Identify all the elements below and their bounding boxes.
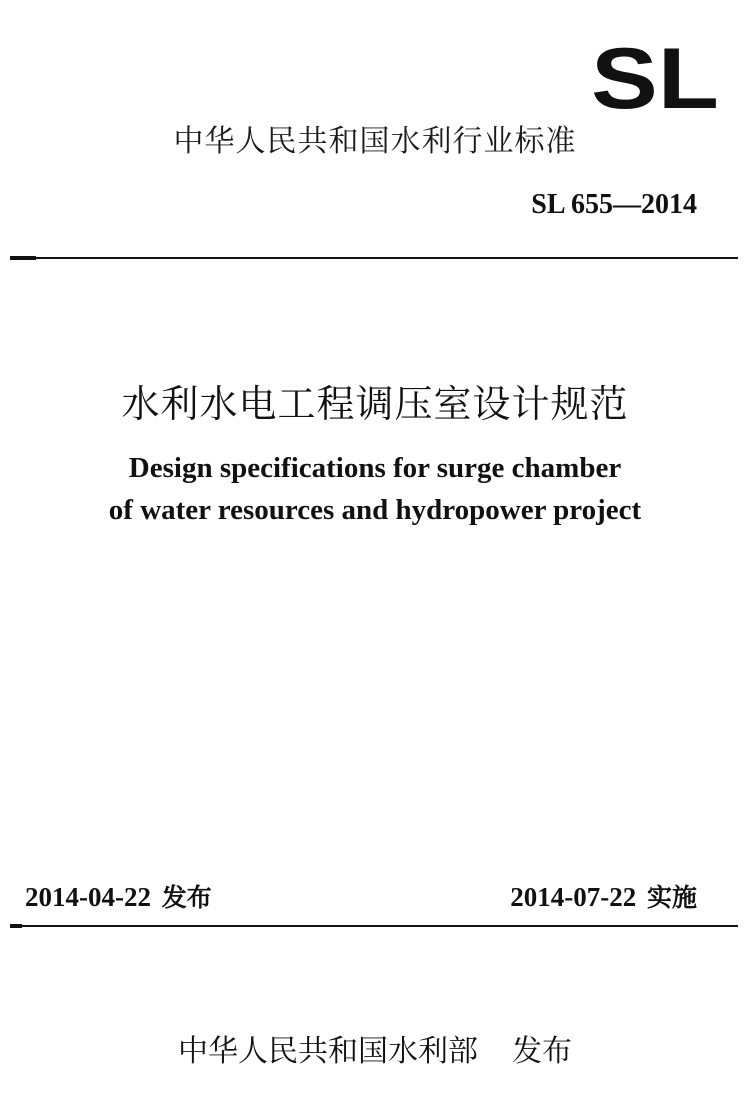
implementation-label: 实施 xyxy=(646,883,697,912)
publisher-action: 发布 xyxy=(512,1034,572,1069)
sl-logo-text: SL xyxy=(591,44,719,114)
sl-logo-mark xyxy=(591,44,721,114)
standard-number: SL 655—2014 xyxy=(531,189,697,220)
issue-date: 2014-04-22 xyxy=(25,882,151,912)
implementation-date-block xyxy=(510,878,697,914)
title-english-line-2: of water resources and hydropower project xyxy=(108,494,642,526)
publisher-line xyxy=(0,1026,750,1070)
issue-label: 发布 xyxy=(161,883,212,912)
sl-logo xyxy=(591,44,721,114)
implementation-date: 2014-07-22 xyxy=(510,882,637,912)
industry-standard-heading: 中华人民共和国水利行业标准 xyxy=(173,124,577,159)
title-chinese: 水利水电工程调压室设计规范 xyxy=(121,382,629,426)
title-english xyxy=(0,447,750,531)
title-english-line-1: Design specifications for surge chamber xyxy=(128,452,622,484)
top-divider xyxy=(10,257,738,259)
publisher-name: 中华人民共和国水利部 xyxy=(178,1034,478,1069)
bottom-divider xyxy=(10,925,738,927)
issue-date-block xyxy=(25,878,212,914)
